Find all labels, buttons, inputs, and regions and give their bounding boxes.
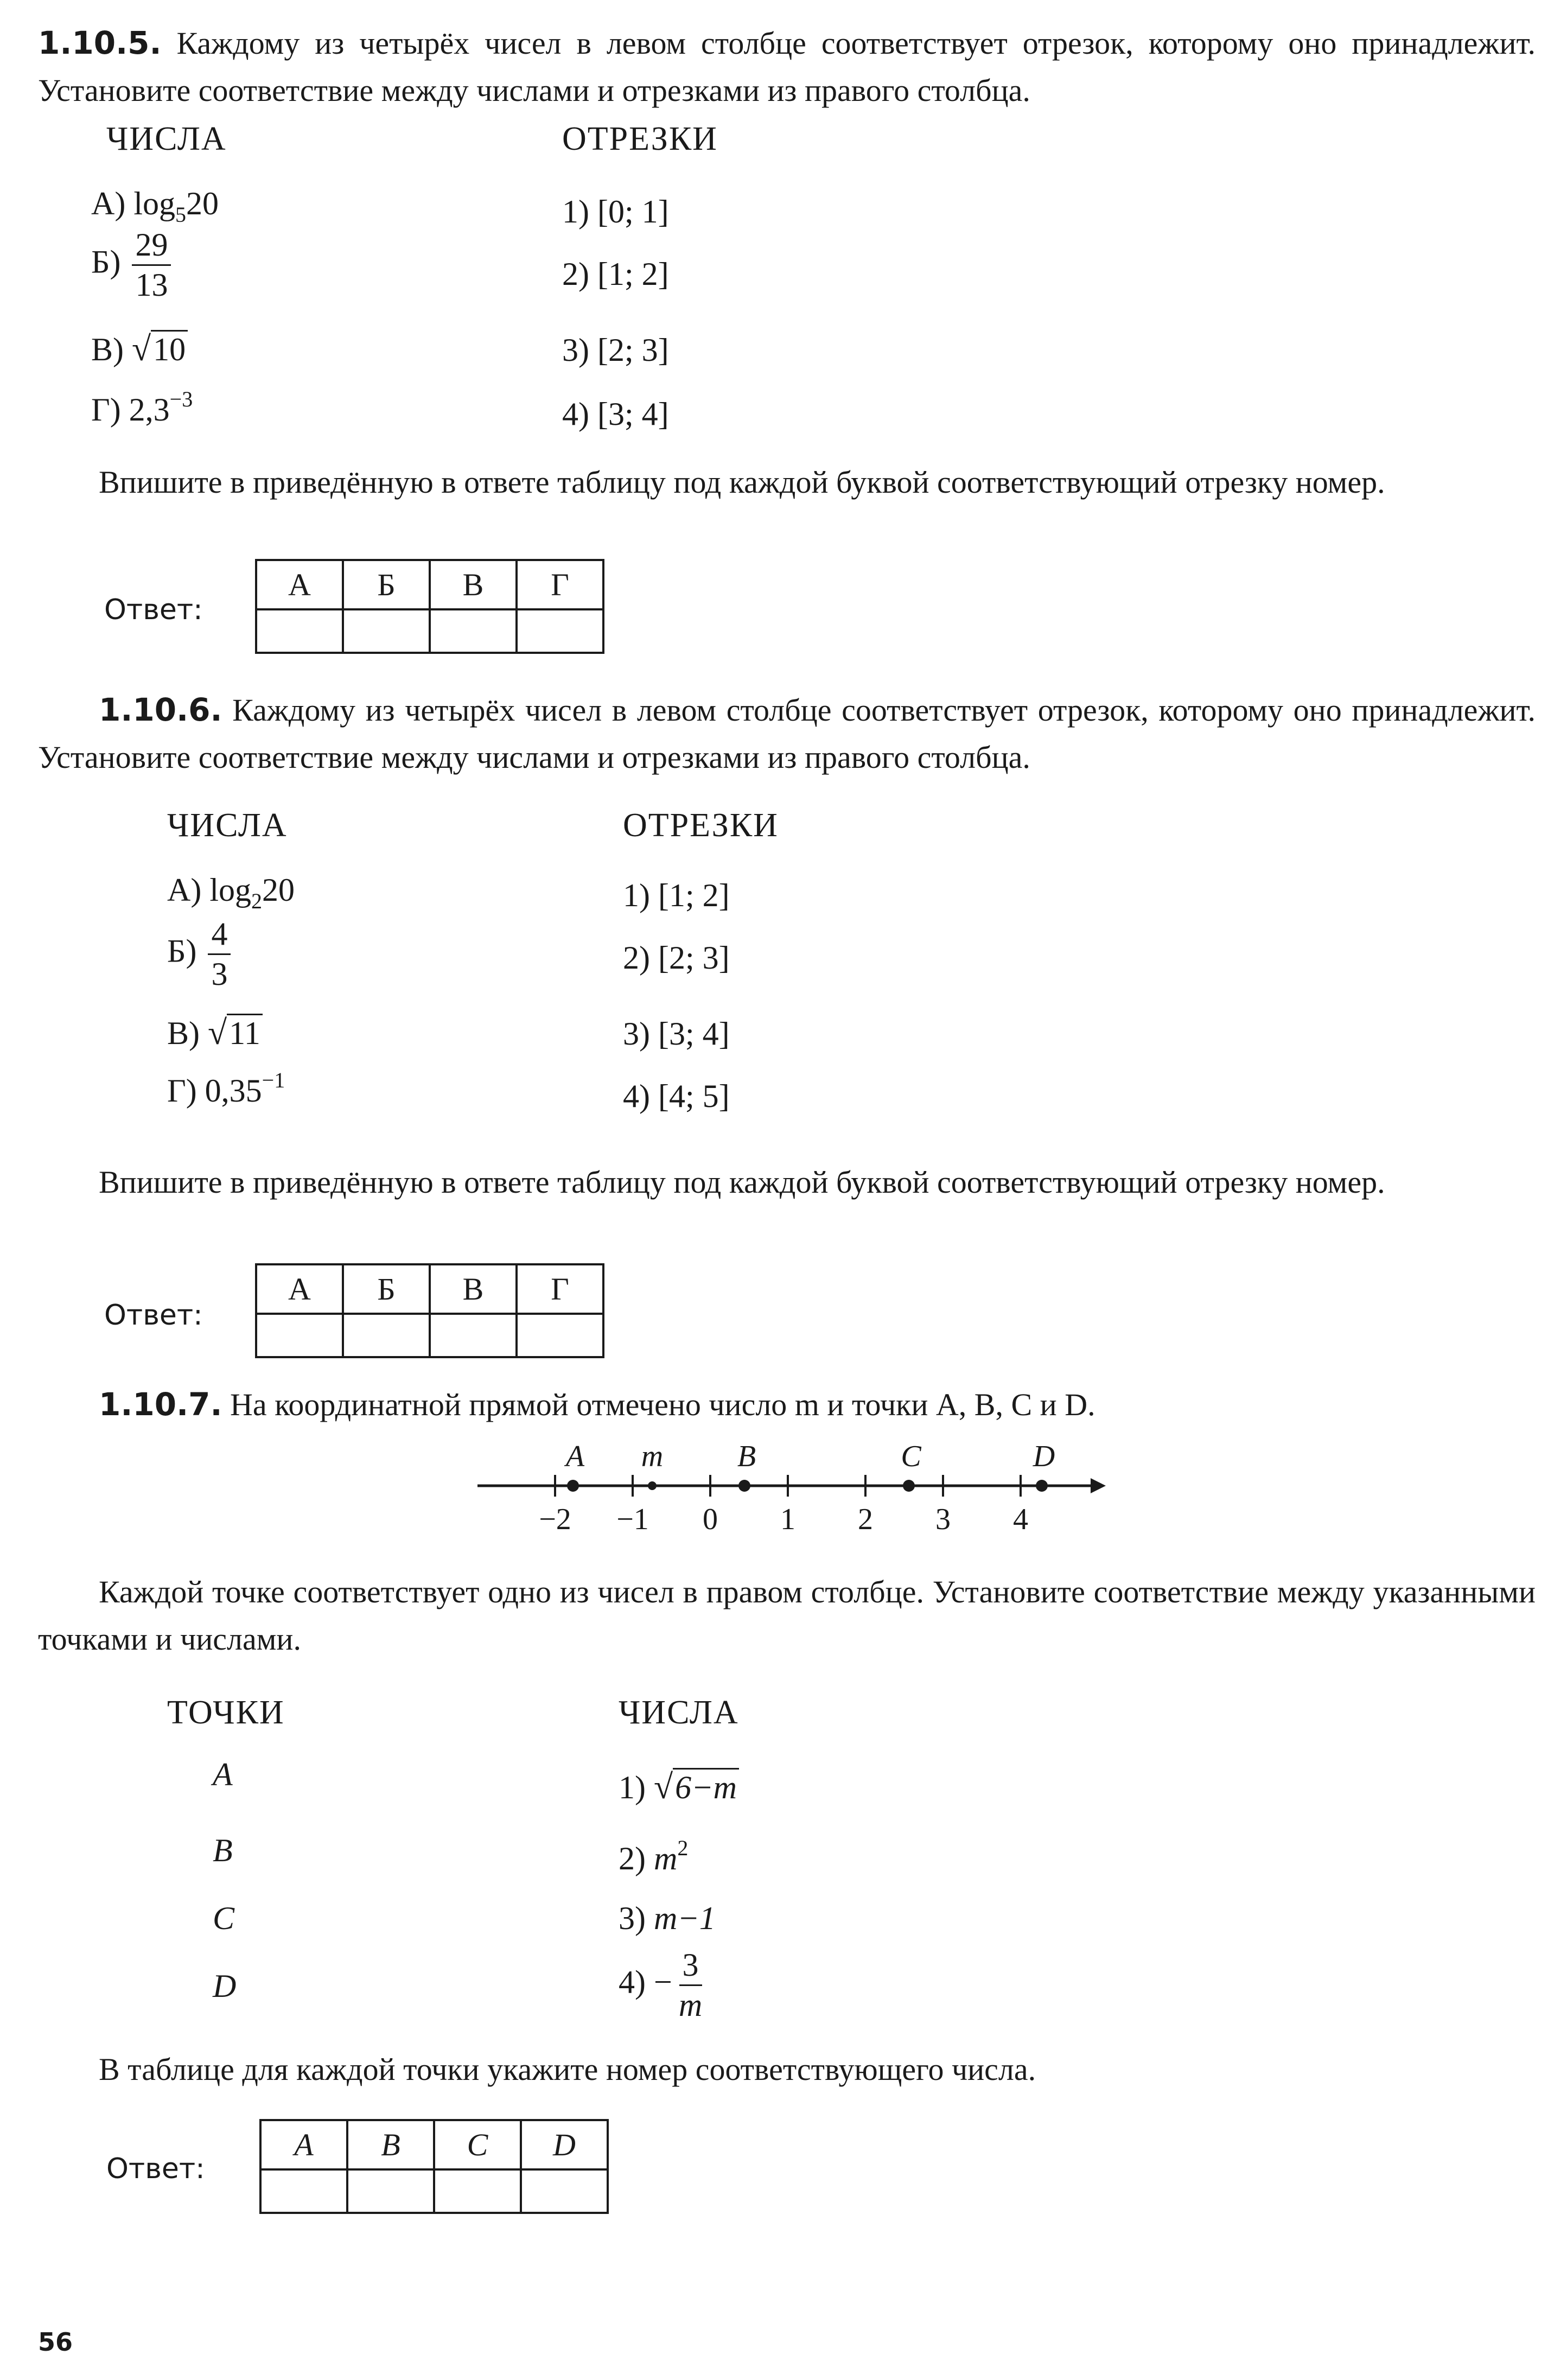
tick-label: 1 — [780, 1503, 795, 1536]
option-b: Б) $\frac{4}{3}$ — [167, 917, 234, 991]
answer-label: Ответ: — [104, 594, 203, 626]
left-column-header: ЧИСЛА — [106, 120, 227, 157]
answer-header-b: B — [347, 2120, 434, 2169]
point-item-d: D — [213, 1968, 237, 2004]
tick-labels — [539, 1503, 1028, 1536]
number-option-2: 2) $m^2$ — [619, 1836, 689, 1876]
answer-header-c: В — [430, 1264, 517, 1314]
answer-label: Ответ: — [106, 2153, 205, 2185]
option-a: А) $\log_220$ — [167, 872, 295, 913]
problem-number: 1.10.6. — [99, 691, 222, 728]
number-option-1: 1) √6−m — [619, 1761, 739, 1813]
right-column-header: ОТРЕЗКИ — [562, 120, 718, 157]
left-column-header: ЧИСЛА — [167, 807, 288, 844]
option-d: Г) $0,35^{-1}$ — [167, 1068, 285, 1109]
sqrt-sign: √ — [653, 1767, 673, 1806]
tick-label: 2 — [858, 1503, 873, 1536]
point-a — [567, 1480, 579, 1492]
problem-text: Каждому из четырёх чисел в левом столбце соответствует отрезок, которому оно принадлежит. Установите соответствие между числами и отрезками из правого столбца. — [38, 26, 1536, 108]
fraction: $\frac{4}{3}$ — [208, 917, 231, 991]
point-label: m — [641, 1440, 664, 1473]
segment-1: 1) [1; 2] — [623, 877, 730, 913]
answer-header-d: Г — [517, 1264, 603, 1314]
answer-table-1-10-6 — [255, 1263, 604, 1358]
answer-header-c: В — [430, 560, 517, 609]
answer-header-b: Б — [343, 560, 430, 609]
right-column-header: ОТРЕЗКИ — [623, 807, 779, 844]
answer-header-d: Г — [517, 560, 603, 609]
answer-header-d: D — [521, 2120, 608, 2169]
sqrt-sign: √ — [132, 329, 151, 368]
option-c: В) √11 — [167, 1007, 263, 1059]
right-column-header: ЧИСЛА — [619, 1694, 739, 1731]
problem-number: 1.10.5. — [38, 24, 162, 61]
point-m — [648, 1481, 657, 1490]
answer-cell-a[interactable] — [256, 1314, 343, 1357]
option-d: Г) $2,3^{-3}$ — [91, 387, 193, 428]
answer-cell-b[interactable] — [343, 1314, 430, 1357]
tick-label: 0 — [703, 1503, 718, 1536]
problem-1-10-5-instruction: Впишите в приведённую в ответе таблицу под каждой буквой соответствующий отрезку номер. — [99, 464, 1385, 500]
option-b: Б) $\frac{29}{13}$ — [91, 228, 174, 302]
answer-header-a: A — [260, 2120, 347, 2169]
fraction: $\frac{3}{m}$ — [678, 1947, 703, 2023]
point-labels — [564, 1440, 1055, 1473]
number-line — [467, 1433, 1107, 1552]
point-item-c: C — [213, 1900, 235, 1936]
answer-table-1-10-5 — [255, 559, 604, 654]
fraction: $\frac{29}{13}$ — [132, 228, 171, 302]
answer-cell-d[interactable] — [517, 1314, 603, 1357]
axis-arrow-icon — [1091, 1478, 1106, 1493]
point-b — [738, 1480, 750, 1492]
point-item-b: B — [213, 1832, 233, 1868]
segment-3: 3) [2; 3] — [562, 332, 669, 368]
segment-3: 3) [3; 4] — [623, 1016, 730, 1052]
option-a: А) $\log_520$ — [91, 186, 219, 227]
answer-cell-b[interactable] — [343, 609, 430, 653]
problem-1-10-7-text: Каждой точке соответствует одно из чисел в правом столбце. Установите соответствие между указанными точками и числами. — [38, 1574, 1536, 1657]
answer-cell-b[interactable] — [347, 2169, 434, 2213]
segment-4: 4) [3; 4] — [562, 396, 669, 432]
segment-2: 2) [2; 3] — [623, 940, 730, 976]
tick-label: 3 — [935, 1503, 951, 1536]
answer-header-c: C — [434, 2120, 521, 2169]
page-number: 56 — [38, 2327, 73, 2357]
problem-1-10-7-instruction: В таблице для каждой точки укажите номер соответствующего числа. — [99, 2052, 1036, 2087]
problem-1-10-7-statement — [38, 1381, 1536, 1428]
problem-1-10-6-statement — [38, 686, 1536, 781]
answer-label: Ответ: — [104, 1299, 203, 1332]
problem-number: 1.10.7. — [99, 1386, 222, 1423]
answer-cell-a[interactable] — [256, 609, 343, 653]
option-c: В) √10 — [91, 323, 188, 375]
answer-cell-c[interactable] — [430, 609, 517, 653]
answer-cell-a[interactable] — [260, 2169, 347, 2213]
point-label: B — [737, 1440, 756, 1473]
answer-cell-d[interactable] — [521, 2169, 608, 2213]
sqrt-sign: √ — [208, 1013, 227, 1052]
point-label: A — [565, 1440, 585, 1473]
answer-header-a: А — [256, 560, 343, 609]
point-d — [1036, 1480, 1048, 1492]
number-option-4: 4) − $\frac{3}{m}$ — [619, 1948, 709, 2022]
tick-label: −1 — [616, 1503, 649, 1536]
problem-text: Каждому из четырёх чисел в левом столбце соответствует отрезок, которому оно принадлежит. Установите соответствие между числами и отрезками из правого столбца. — [38, 692, 1536, 775]
segment-2: 2) [1; 2] — [562, 256, 669, 292]
tick-label: −2 — [539, 1503, 571, 1536]
point-c — [903, 1480, 915, 1492]
answer-header-a: А — [256, 1264, 343, 1314]
left-column-header: ТОЧКИ — [167, 1694, 285, 1731]
answer-cell-d[interactable] — [517, 609, 603, 653]
point-item-a: A — [213, 1757, 233, 1792]
segment-4: 4) [4; 5] — [623, 1078, 730, 1114]
answer-table-1-10-7 — [259, 2119, 609, 2214]
answer-header-b: Б — [343, 1264, 430, 1314]
tick-label: 4 — [1013, 1503, 1028, 1536]
point-label: C — [901, 1440, 921, 1473]
problem-1-10-6-instruction: Впишите в приведённую в ответе таблицу под каждой буквой соответствующий отрезку номер. — [99, 1164, 1385, 1200]
answer-cell-c[interactable] — [430, 1314, 517, 1357]
problem-text: На координатной прямой отмечено число m и точки A, B, C и D. — [230, 1387, 1095, 1422]
problem-1-10-5-statement — [38, 20, 1536, 114]
segment-1: 1) [0; 1] — [562, 194, 669, 230]
number-option-3: 3) m−1 — [619, 1900, 716, 1936]
answer-cell-c[interactable] — [434, 2169, 521, 2213]
point-label: D — [1033, 1440, 1055, 1473]
